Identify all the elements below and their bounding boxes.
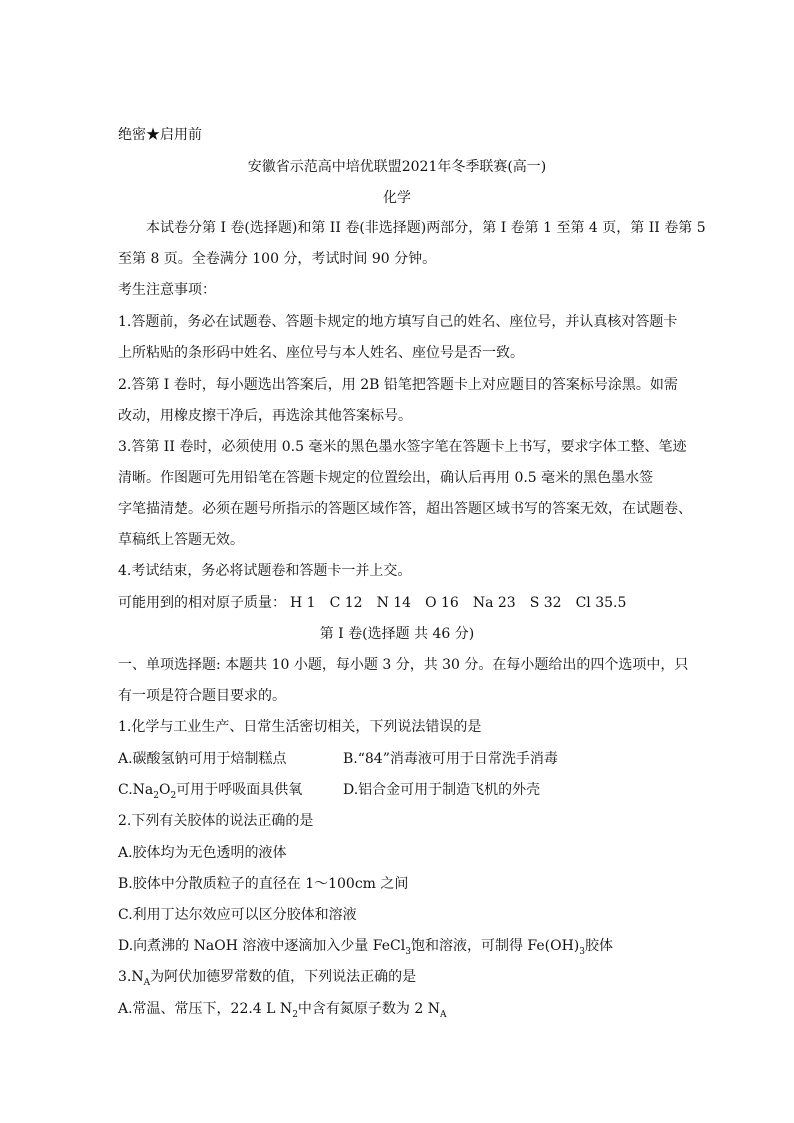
note-4: 4.考试结束，务必将试题卷和答题卡一并上交。	[118, 563, 412, 579]
atomic-mass-o: O 16	[425, 595, 459, 611]
q2-option-b: B.胶体中分散质粒子的直径在 1～100cm 之间	[118, 876, 409, 892]
q1-stem: 1.化学与工业生产、日常生活密切相关，下列说法错误的是	[118, 719, 482, 735]
q1-option-a: A.碳酸氢钠可用于焙制糕点	[118, 751, 287, 767]
note-1a: 1.答题前，务必在试题卷、答题卡规定的地方填写自己的姓名、座位号，并认真核对答题卡	[118, 314, 678, 330]
secret-label: 绝密★启用前	[118, 127, 202, 143]
q1-option-c: $C.Na_2O_2$可用于呼吸面具供氧	[118, 782, 303, 801]
note-2b: 改动，用橡皮擦干净后，再选涂其他答案标号。	[118, 408, 412, 424]
subject-title: 化学	[383, 190, 411, 206]
q2-stem: 2.下列有关胶体的说法正确的是	[118, 813, 314, 829]
q3-option-a: A.常温、常压下，22.4 L $N_2$中含有氮原子数为 2 $N_A$	[118, 1001, 447, 1020]
intro-line-1: 本试卷分第 I 卷(选择题)和第 II 卷(非选择题)两部分，第 I 卷第 1 至第 4 页，第 II 卷第 5	[146, 220, 706, 236]
intro-line-2: 至第 8 页。全卷满分 100 分，考试时间 90 分钟。	[118, 251, 437, 267]
atomic-mass-na: Na 23	[472, 595, 516, 611]
atomic-mass-n: N 14	[376, 595, 412, 611]
exam-title: 安徽省示范高中培优联盟2021年冬季联赛(高一)	[247, 159, 547, 175]
q2-option-a: A.胶体均为无色透明的液体	[118, 845, 287, 861]
q2-option-d: D.向煮沸的 NaOH 溶液中逐滴加入少量 FeCl$_3$饱和溶液，可制得 $Fe(OH)_3$胶体	[118, 938, 613, 957]
q1-option-d: D.铝合金可用于制造飞机的外壳	[343, 782, 541, 798]
atomic-mass-cl: Cl 35.5	[575, 595, 627, 611]
atomic-mass-h: H 1	[290, 595, 316, 611]
q3-stem: $3.N_A$为阿伏加德罗常数的值，下列说法正确的是	[118, 969, 417, 988]
atomic-mass-label: 可能用到的相对原子质量：	[118, 595, 286, 611]
note-2a: 2.答第 I 卷时，每小题选出答案后，用 2B 铅笔把答题卡上对应题目的答案标号涂黑。如需	[118, 377, 678, 393]
section-title: 第 I 卷(选择题 共 46 分)	[319, 626, 475, 642]
notes-title: 考生注意事项：	[118, 282, 216, 298]
note-1b: 上所粘贴的条形码中姓名、座位号与本人姓名、座位号是否一致。	[118, 345, 524, 361]
note-3a: 3.答第 II 卷时，必须使用 0.5 毫米的黑色墨水签字笔在答题卡上书写，要求字体工整、笔迹	[118, 439, 687, 455]
note-3d: 草稿纸上答题无效。	[118, 532, 244, 548]
q1-option-b: B.“84”消毒液可用于日常洗手消毒	[343, 751, 558, 767]
note-3c: 字笔描清楚。必须在题号所指示的答题区域作答，超出答题区域书写的答案无效，在试题卷、	[118, 501, 692, 517]
atomic-mass-s: S 32	[529, 595, 562, 611]
q2-option-c: C.利用丁达尔效应可以区分胶体和溶液	[118, 907, 357, 923]
atomic-mass-c: C 12	[329, 595, 363, 611]
section-instr-a: 一、单项选择题: 本题共 10 小题，每小题 3 分，共 30 分。在每小题给出的四个选项中，只	[118, 657, 689, 673]
note-3b: 清晰。作图题可先用铅笔在答题卡规定的位置绘出，确认后再用 0.5 毫米的黑色墨水签	[118, 470, 654, 486]
atomic-mass-line	[118, 594, 640, 612]
section-instr-b: 有一项是符合题目要求的。	[118, 688, 286, 704]
